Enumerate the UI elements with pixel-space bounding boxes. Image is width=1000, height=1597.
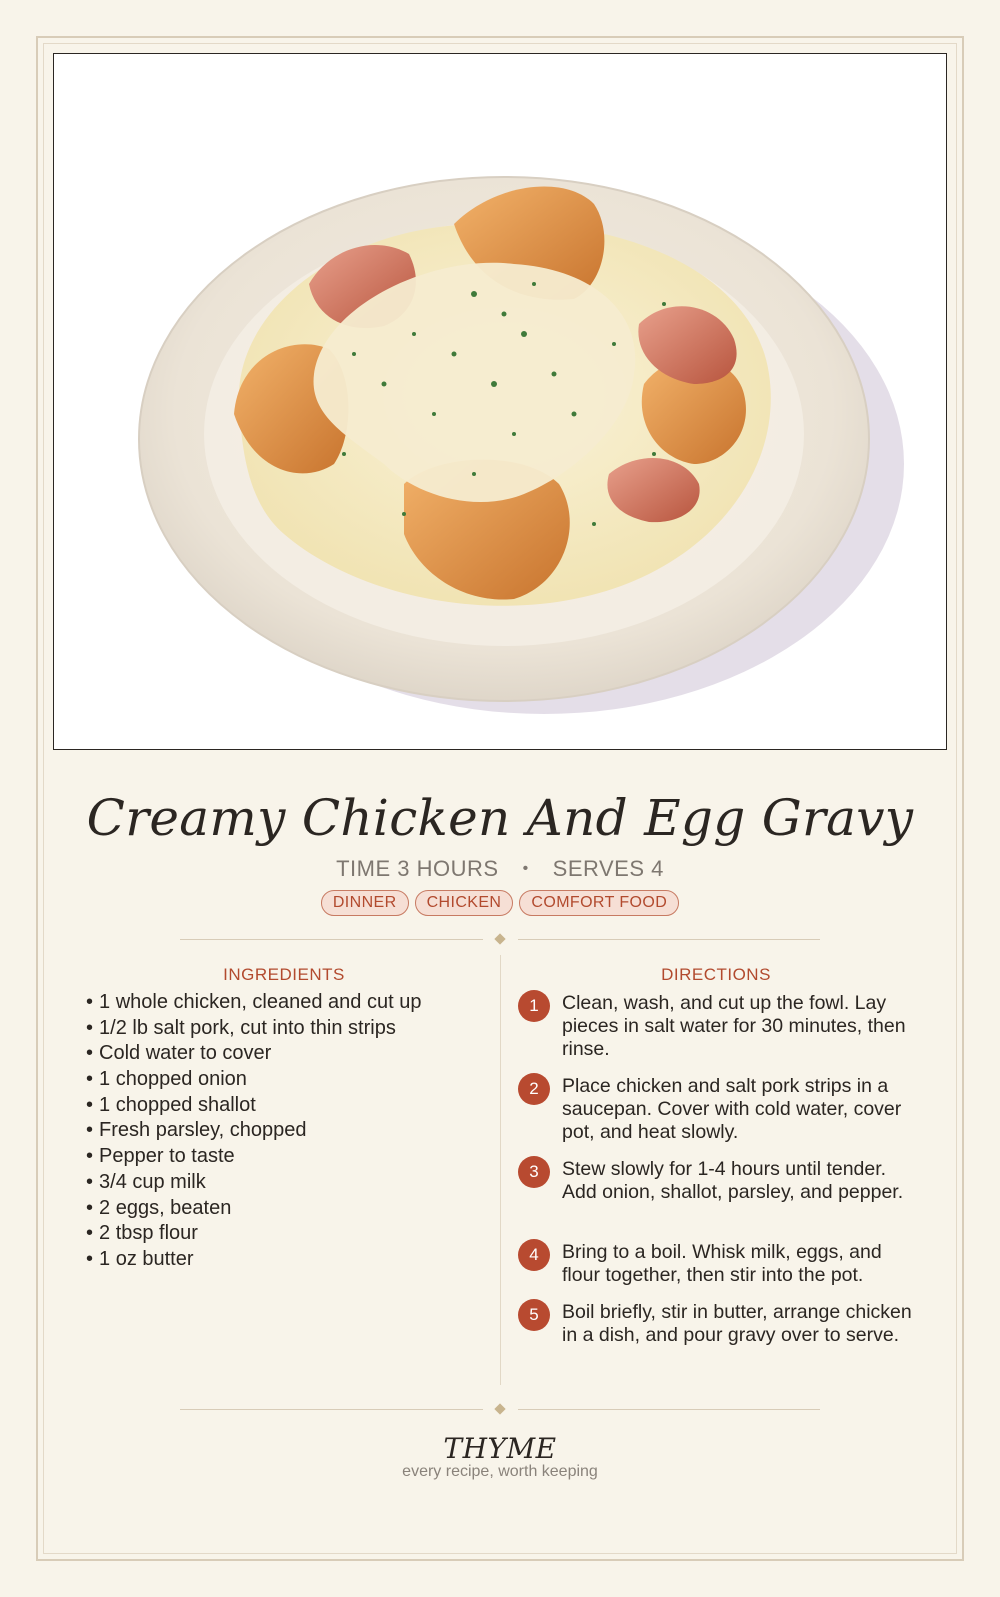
ingredient-item: • 1/2 lb salt pork, cut into thin strips xyxy=(86,1016,486,1042)
ingredient-item: • 1 oz butter xyxy=(86,1247,486,1273)
step-text: Boil briefly, stir in butter, arrange chicken in a dish, and pour gravy over to serve. xyxy=(562,1301,912,1346)
step-number: 5 xyxy=(518,1299,550,1331)
ingredient-item: • Pepper to taste xyxy=(86,1144,486,1170)
plated-chicken-illustration xyxy=(54,54,946,749)
step-number: 1 xyxy=(518,990,550,1022)
tag-comfort-food[interactable]: COMFORT FOOD xyxy=(519,890,679,916)
ingredient-item: • Cold water to cover xyxy=(86,1041,486,1067)
bottom-divider-left xyxy=(180,1409,483,1410)
tag-list xyxy=(60,890,940,916)
top-divider-right xyxy=(518,939,820,940)
ingredient-list xyxy=(86,990,486,1273)
step-number: 2 xyxy=(518,1073,550,1105)
recipe-time: TIME 3 HOURS xyxy=(336,856,499,881)
recipe-meta xyxy=(60,856,940,882)
tag-dinner[interactable]: DINNER xyxy=(321,890,409,916)
ingredient-item: • 1 chopped onion xyxy=(86,1067,486,1093)
column-divider xyxy=(500,955,501,1385)
brand-tagline: every recipe, worth keeping xyxy=(402,1463,598,1480)
ingredient-item: • 1 whole chicken, cleaned and cut up xyxy=(86,990,486,1016)
ingredient-item: • 2 eggs, beaten xyxy=(86,1196,486,1222)
ingredient-item: • 1 chopped shallot xyxy=(86,1093,486,1119)
step-text: Bring to a boil. Whisk milk, eggs, and flour together, then stir into the pot. xyxy=(562,1241,882,1286)
step-number: 3 xyxy=(518,1156,550,1188)
recipe-photo xyxy=(53,53,947,750)
ingredient-item: • Fresh parsley, chopped xyxy=(86,1118,486,1144)
ingredient-item: • 2 tbsp flour xyxy=(86,1221,486,1247)
ingredient-item: • 3/4 cup milk xyxy=(86,1170,486,1196)
recipe-serves: SERVES 4 xyxy=(552,856,664,881)
brand-logo: THYME xyxy=(443,1432,557,1465)
step-text: Stew slowly for 1-4 hours until tender. Add onion, shallot, parsley, and pepper. xyxy=(562,1158,904,1203)
step-number: 4 xyxy=(518,1239,550,1271)
ingredients-heading: INGREDIENTS xyxy=(223,965,345,984)
directions-heading: DIRECTIONS xyxy=(661,965,771,984)
top-divider-left xyxy=(180,939,483,940)
bottom-divider-right xyxy=(518,1409,820,1410)
meta-separator: • xyxy=(522,860,529,877)
step-text: Place chicken and salt pork strips in a saucepan. Cover with cold water, cover pot, and heat slowly. xyxy=(562,1075,902,1143)
recipe-title: Creamy Chicken And Egg Gravy xyxy=(86,789,914,847)
step-text: Clean, wash, and cut up the fowl. Lay pieces in salt water for 30 minutes, then rinse. xyxy=(562,992,906,1060)
tag-chicken[interactable]: CHICKEN xyxy=(415,890,514,916)
